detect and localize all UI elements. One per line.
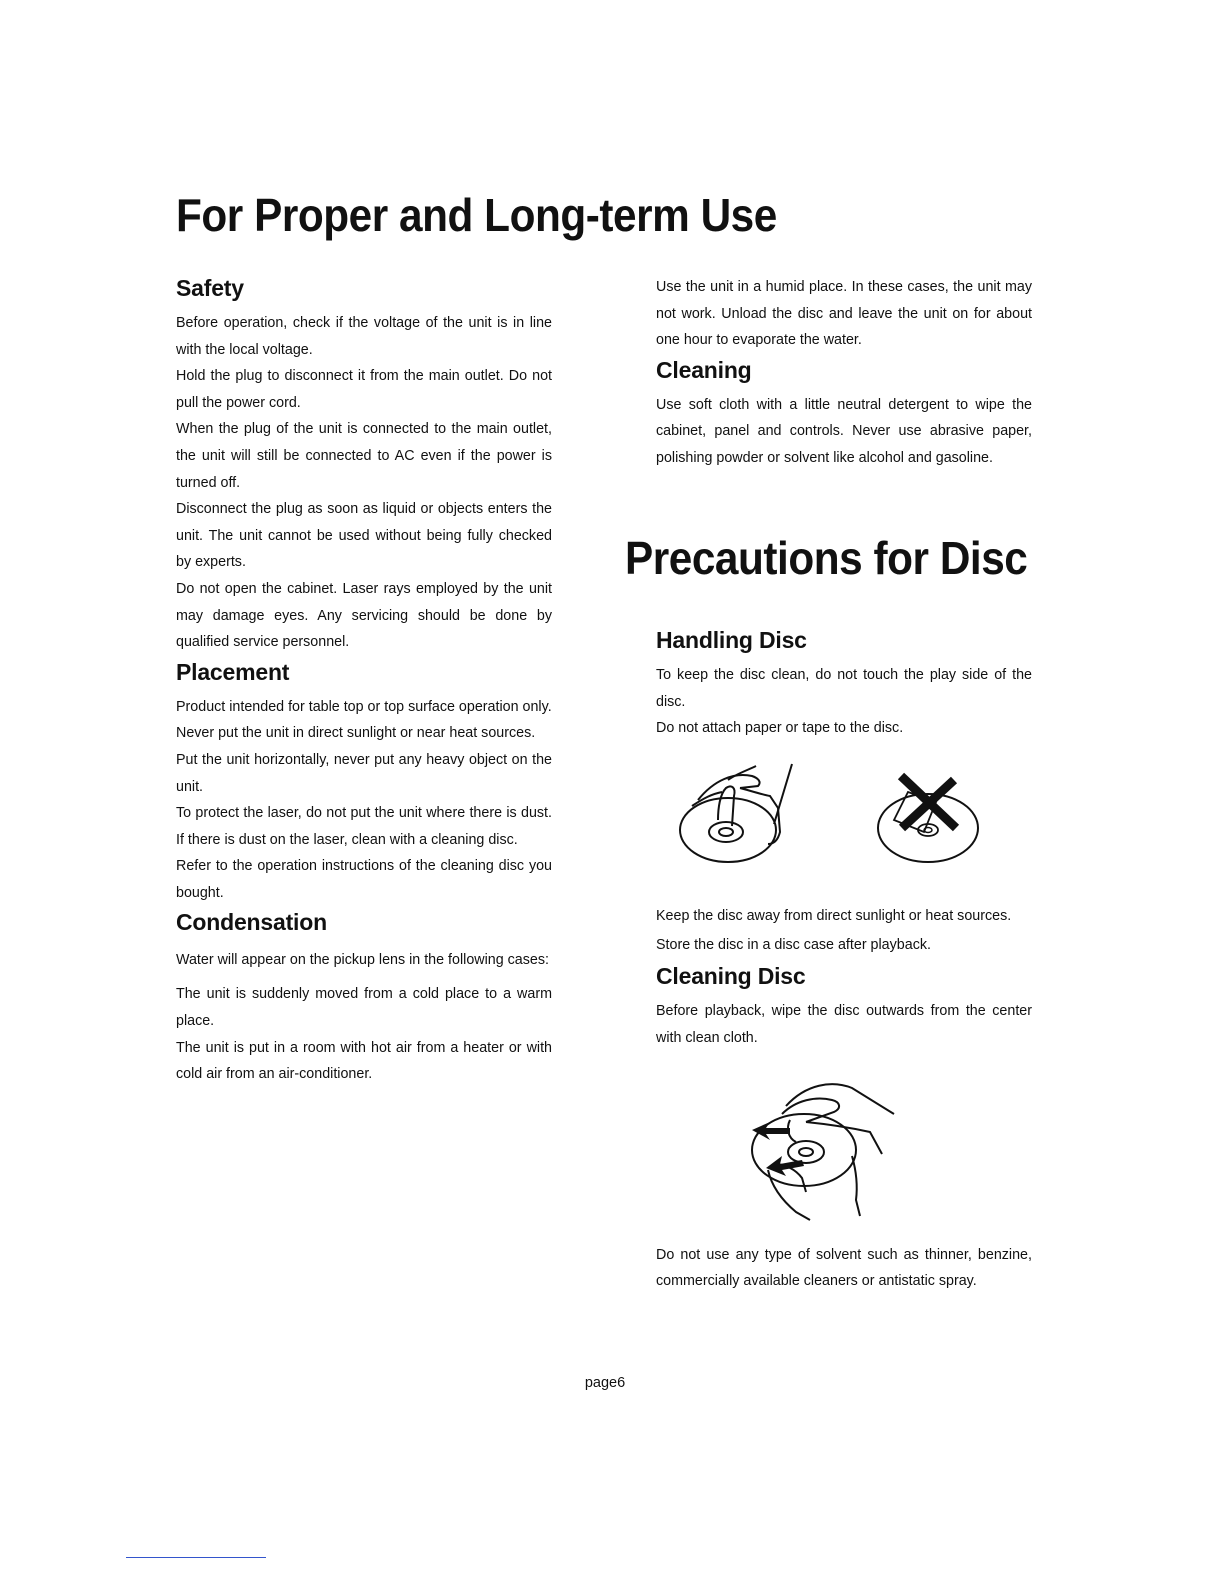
cleaning-heading: Cleaning <box>656 356 752 383</box>
disc-handling-illustration <box>656 742 1032 892</box>
right-column-top <box>656 274 1032 472</box>
placement-heading: Placement <box>176 658 290 685</box>
disc-wipe-icon <box>752 1084 894 1220</box>
safety-heading: Safety <box>176 275 244 301</box>
placement-paragraph: To protect the laser, do not put the unit where there is dust. If there is dust on the laser, clean with a cleaning disc. <box>176 805 552 848</box>
condensation-paragraph: Water will appear on the pickup lens in the following cases: <box>176 952 549 969</box>
cleaning-disc-paragraph: Before playback, wipe the disc outwards from the center with clean cloth. <box>656 1003 1032 1046</box>
cleaning-paragraph: Use soft cloth with a little neutral detergent to wipe the cabinet, panel and controls. Never use abrasive paper, polishing powder or solvent like alcohol and gasoline. <box>656 396 1032 466</box>
disc-tape-incorrect-icon <box>878 776 978 862</box>
condensation-paragraph: Use the unit in a humid place. In these cases, the unit may not work. Unload the disc and leave the unit on for about one hour to evaporate the water. <box>656 279 1032 349</box>
safety-paragraph: Do not open the cabinet. Laser rays employed by the unit may damage eyes. Any servicing should be done by qualified service personnel. <box>176 580 552 651</box>
footnote-rule <box>126 1557 266 1558</box>
disc-wipe-illustration <box>656 1052 1032 1230</box>
handling-paragraph: To keep the disc clean, do not touch the play side of the disc. <box>656 667 1032 710</box>
page-number: page6 <box>584 1375 626 1391</box>
safety-paragraph: Before operation, check if the voltage of the unit is in line with the local voltage. <box>176 315 552 358</box>
condensation-paragraph: The unit is put in a room with hot air from a heater or with cold air from an air-conditioner. <box>176 1039 552 1083</box>
right-column-disc <box>656 624 1032 1295</box>
placement-paragraph: Put the unit horizontally, never put any heavy object on the unit. <box>176 751 552 795</box>
handling-paragraph: Keep the disc away from direct sunlight or heat sources. <box>656 907 1012 924</box>
disc-hold-correct-icon <box>680 764 792 862</box>
safety-paragraph: Hold the plug to disconnect it from the main outlet. Do not pull the power cord. <box>176 368 552 411</box>
page-title: For Proper and Long-term Use <box>176 189 777 241</box>
condensation-heading: Condensation <box>176 909 327 936</box>
handling-disc-heading: Handling Disc <box>656 627 807 653</box>
left-column <box>176 272 552 1088</box>
cleaning-disc-heading: Cleaning Disc <box>656 963 806 990</box>
cleaning-disc-paragraph: Do not use any type of solvent such as thinner, benzine, commercially available cleaners or antistatic spray. <box>656 1246 1032 1290</box>
safety-paragraph: When the plug of the unit is connected to the main outlet, the unit will still be connected to AC even if the power is turned off. <box>176 421 552 491</box>
placement-paragraph: Never put the unit in direct sunlight or near heat sources. <box>176 725 536 742</box>
condensation-paragraph: The unit is suddenly moved from a cold place to a warm place. <box>176 986 552 1030</box>
placement-paragraph: Product intended for table top or top surface operation only. <box>176 698 552 715</box>
handling-paragraph: Store the disc in a disc case after playback. <box>656 936 931 953</box>
placement-paragraph: Refer to the operation instructions of the cleaning disc you bought. <box>176 858 552 901</box>
handling-paragraph: Do not attach paper or tape to the disc. <box>656 720 904 737</box>
safety-paragraph: Disconnect the plug as soon as liquid or objects enters the unit. The unit cannot be used without being fully checked by experts. <box>176 501 552 571</box>
precautions-title: Precautions for Disc <box>625 532 1028 584</box>
